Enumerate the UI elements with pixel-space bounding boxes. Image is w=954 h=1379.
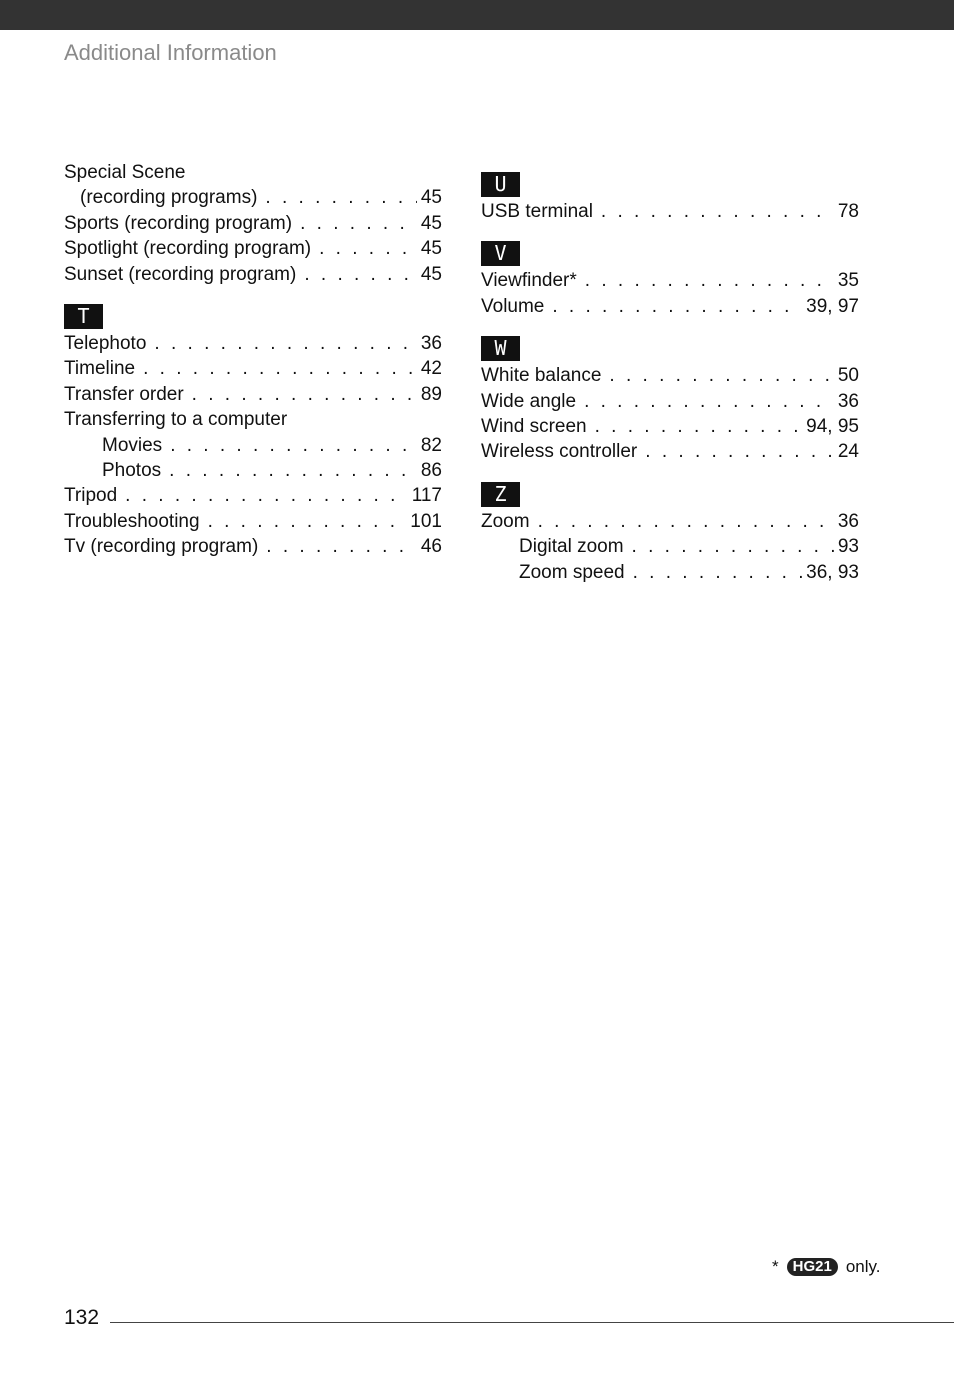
index-entry: [64, 382, 442, 407]
dot-leader: [632, 534, 834, 559]
index-entry-page: 117: [411, 485, 442, 507]
index-entry-page: 39, 97: [806, 295, 859, 317]
index-entry-label: Transferring to a computer: [64, 409, 288, 431]
index-group-s: [64, 160, 442, 287]
footnote-star: *: [772, 1257, 779, 1276]
index-entry-page: 50: [837, 365, 859, 387]
index-entry-label: (recording programs): [80, 187, 258, 209]
index-entry: [64, 331, 442, 356]
index-entry-page: 101: [410, 510, 442, 532]
dot-leader: [125, 483, 408, 508]
dot-leader: [154, 331, 416, 356]
index-entry-page: 45: [420, 238, 442, 260]
dot-leader: [585, 268, 834, 293]
dot-leader: [595, 414, 803, 439]
index-entry-label: Digital zoom: [519, 536, 624, 558]
dot-leader: [170, 433, 417, 458]
index-entry-label: Timeline: [64, 358, 136, 380]
dot-leader: [645, 439, 834, 464]
index-entry-page: 89: [420, 383, 442, 405]
index-entry-page: 94, 95: [806, 415, 859, 437]
index-entry: [481, 294, 859, 319]
index-entry-label: Telephoto: [64, 332, 147, 354]
index-group-u: [481, 172, 859, 224]
index-entry-page: 24: [837, 441, 859, 463]
index-entry: [64, 236, 442, 261]
letter-heading-v: V: [481, 241, 520, 266]
index-entry-label: Viewfinder*: [481, 270, 577, 292]
index-entry-page: 93: [837, 536, 859, 558]
index-entry: [64, 458, 442, 483]
letter-heading-z: Z: [481, 482, 520, 507]
index-entry-page: 46: [420, 536, 442, 558]
page-number: 132: [64, 1306, 100, 1329]
dot-leader: [319, 236, 417, 261]
index-entry-label: USB terminal: [481, 201, 593, 222]
index-entry: [64, 407, 442, 432]
index-entry: [481, 534, 859, 559]
letter-heading-u: U: [481, 172, 520, 197]
index-entry: [481, 509, 859, 534]
index-entry-page: 36: [837, 390, 859, 412]
index-entry: [481, 439, 859, 464]
letter-heading-w: W: [481, 336, 520, 361]
index-entry: [64, 356, 442, 381]
index-entry-label: Special Scene: [64, 162, 186, 183]
index-entry-page: 45: [420, 187, 442, 209]
index-entry: [64, 509, 442, 534]
dot-leader: [601, 199, 834, 224]
index-entry-page: 86: [420, 459, 442, 481]
dot-leader: [266, 534, 417, 559]
index-entry-page: 45: [420, 263, 442, 285]
index-entry-page: 36: [420, 332, 442, 354]
index-entry-page: 45: [420, 212, 442, 234]
dot-leader: [552, 294, 802, 319]
index-entry: [481, 389, 859, 414]
index-entry-label: Wireless controller: [481, 441, 638, 463]
dot-leader: [300, 211, 417, 236]
letter-heading-t: T: [64, 304, 103, 329]
index-entry-label: Transfer order: [64, 383, 184, 405]
index-entry-label: Volume: [481, 295, 545, 317]
index-entry: [64, 211, 442, 236]
index-entry-page: 82: [420, 434, 442, 456]
dot-leader: [143, 356, 417, 381]
index-entry-label: Movies: [102, 434, 163, 456]
dot-leader: [208, 509, 407, 534]
dot-leader: [633, 560, 803, 585]
index-entry-page: 36: [837, 510, 859, 532]
index-group-w: [481, 336, 859, 465]
index-column-left: [64, 160, 442, 559]
index-entry-label: White balance: [481, 365, 602, 387]
index-group-v: [481, 241, 859, 319]
footer-rule: [110, 1322, 954, 1323]
dot-leader: [538, 509, 834, 534]
index-entry: [481, 199, 859, 224]
index-entry: [64, 433, 442, 458]
model-badge: HG21: [787, 1258, 838, 1276]
index-column-right: [481, 160, 859, 585]
top-bar: [0, 0, 954, 30]
index-entry: [481, 363, 859, 388]
index-entry: [64, 262, 442, 287]
index-entry: [481, 268, 859, 293]
dot-leader: [192, 382, 417, 407]
index-entry-page: 36, 93: [806, 561, 859, 583]
index-entry-label: Photos: [102, 459, 162, 481]
index-group-z: [481, 482, 859, 585]
index-entry: [481, 414, 859, 439]
index-entry-label: Spotlight (recording program): [64, 238, 312, 260]
index-entry-label: Sports (recording program): [64, 212, 293, 234]
dot-leader: [584, 389, 834, 414]
index-entry: [481, 560, 859, 585]
index-entry-label: Zoom speed: [519, 561, 625, 583]
index-entry-label: Wind screen: [481, 415, 587, 437]
dot-leader: [609, 363, 833, 388]
index-entry-label: Tv (recording program): [64, 536, 259, 558]
index-entry-page: 35: [837, 270, 859, 292]
footnote: [772, 1256, 880, 1278]
index-entry-label: Wide angle: [481, 390, 577, 412]
index-entry-page: 78: [837, 201, 859, 222]
index-entry-page: 42: [420, 358, 442, 380]
index-entry-label: Sunset (recording program): [64, 263, 297, 285]
index-entry-label: Troubleshooting: [64, 510, 200, 532]
footnote-text: only.: [845, 1257, 881, 1276]
dot-leader: [169, 458, 417, 483]
dot-leader: [265, 185, 416, 210]
index-entry: [64, 185, 442, 210]
index-entry: [64, 534, 442, 559]
section-title: Additional Information: [64, 40, 277, 65]
index-entry-label: Zoom: [481, 510, 530, 532]
index-entry: [64, 160, 442, 185]
index-entry-label: Tripod: [64, 485, 118, 507]
index-entry: [64, 483, 442, 508]
index-group-t: [64, 304, 442, 560]
dot-leader: [304, 262, 417, 287]
